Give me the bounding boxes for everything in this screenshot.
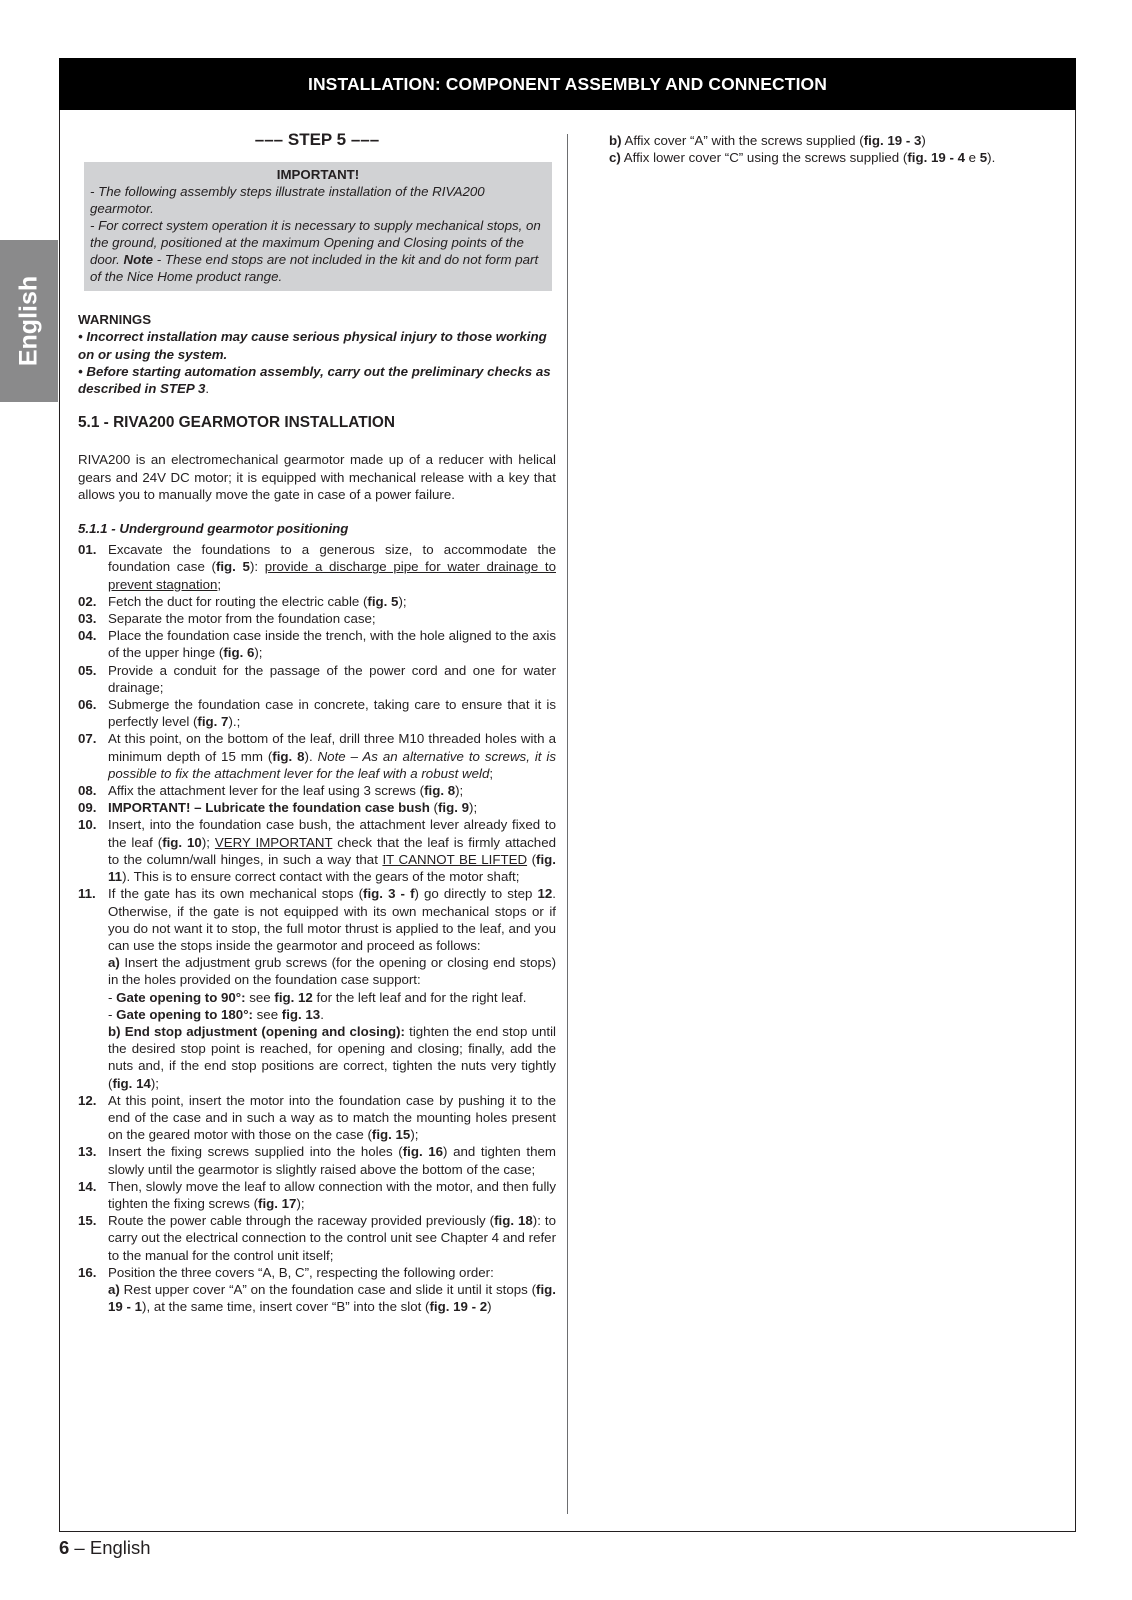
warnings-heading: WARNINGS — [78, 312, 152, 328]
page-header: INSTALLATION: COMPONENT ASSEMBLY AND CONNECTION — [59, 58, 1076, 110]
page-footer — [59, 1537, 151, 1559]
important-box — [84, 162, 552, 291]
step-text: Excavate the foundations to a generous size, to accommodate the foundation case (fig. 5): provide a discharge pipe for water drainage to prevent stagnation; — [108, 542, 556, 592]
step-title: ––– STEP 5 ––– — [254, 130, 380, 149]
step-number: 08. — [78, 783, 97, 799]
step-text: IMPORTANT! – Lubricate the foundation case bush (fig. 9); — [108, 800, 478, 816]
step-number: 15. — [78, 1213, 97, 1229]
important-text-2: - For correct system operation it is necessary to supply mechanical stops, on the ground, positioned at the maximum Opening and Closing points of the door. Note - These end stops are not included in the kit and do not form part of the Nice Home product range. — [90, 218, 541, 285]
right-column — [609, 132, 1064, 166]
step-item — [78, 885, 556, 1091]
step-item — [78, 1143, 556, 1177]
step-number: 01. — [78, 542, 97, 558]
step-item — [78, 1092, 556, 1144]
step-item — [78, 593, 556, 610]
step-item — [78, 782, 556, 799]
step-item — [78, 696, 556, 730]
step-number: 09. — [78, 800, 97, 816]
page-number: 6 — [59, 1537, 70, 1558]
step-item — [78, 1264, 556, 1316]
step-number: 03. — [78, 611, 97, 627]
step-item — [78, 662, 556, 696]
step-text: Insert the fixing screws supplied into the holes (fig. 16) and tighten them slowly until the gearmotor is slightly raised above the bottom of the case; — [108, 1144, 556, 1177]
language-tab-label: English — [14, 275, 43, 367]
right-column-line: c) Affix lower cover “C” using the screws supplied (fig. 19 - 4 e 5). — [609, 150, 996, 166]
step-number: 16. — [78, 1264, 97, 1280]
step-text: At this point, on the bottom of the leaf, drill three M10 threaded holes with a minimum depth of 15 mm (fig. 8). Note – As an alternative to screws, it is possible to fix the attachment lever for the leaf with a robust weld; — [108, 731, 556, 781]
step-text: Position the three covers “A, B, C”, respecting the following order: a) Rest upper cover “A” on the foundation case and slide it until it stops (fig. 19 - 1), at the same time, insert cover “B” into the slot (fig. 19 - 2) — [108, 1264, 556, 1315]
step-text: Route the power cable through the raceway provided previously (fig. 18): to carry out the electrical connection to the control unit see Chapter 4 and refer to the manual for the control unit itself; — [108, 1213, 556, 1263]
step-text: Fetch the duct for routing the electric cable (fig. 5); — [108, 593, 407, 609]
step-number: 11. — [78, 886, 96, 902]
step-number: 02. — [78, 593, 97, 609]
step-text: Submerge the foundation case in concrete, taking care to ensure that it is perfectly level (fig. 7).; — [108, 697, 556, 730]
step-item — [78, 816, 556, 885]
step-item — [78, 627, 556, 661]
section-title: 5.1 - RIVA200 GEARMOTOR INSTALLATION — [78, 414, 395, 432]
step-number: 13. — [78, 1144, 97, 1160]
section-intro: RIVA200 is an electromechanical gearmotor made up of a reducer with helical gears and 24V DC motor; it is equipped with mechanical release with a key that allows you to manually move the gate in case of a power failure. — [78, 452, 556, 502]
left-column — [78, 128, 556, 1315]
warning-2: • Before starting automation assembly, carry out the preliminary checks as described in STEP 3. — [78, 363, 551, 397]
step-item — [78, 799, 556, 816]
column-divider — [567, 134, 568, 1514]
step-text: If the gate has its own mechanical stops (fig. 3 - f) go directly to step 12. Otherwise, if the gate is not equipped with its own mechanical stops or if you do not want it to stop, the full motor thrust is applied to the leaf, and you can use the stops inside the gearmotor and proceed as follows: a) Insert the adjustment grub screws (for the opening or closing end stops) in the holes provided on the foundation case support: - Gate opening to 90°: see fig. 12 for the left leaf and for the right leaf. - Gate opening to 180°: see fig. 13. b) End stop adjustment (opening and closing): tighten the end stop until the desired stop point is reached, for opening and closing; finally, add the nuts and, if the end stop positions are correct, tighten the nuts very tightly (fig. 14); — [108, 886, 557, 1091]
step-number: 12. — [78, 1092, 97, 1108]
step-text: Provide a conduit for the passage of the power cord and one for water drainage; — [108, 662, 556, 695]
important-text-1: - The following assembly steps illustrate installation of the RIVA200 gearmotor. — [90, 184, 485, 217]
step-item — [78, 610, 556, 627]
step-text: Place the foundation case inside the trench, with the hole aligned to the axis of the upper hinge (fig. 6); — [108, 628, 556, 661]
step-text: Insert, into the foundation case bush, the attachment lever already fixed to the leaf (fig. 10); VERY IMPORTANT check that the leaf is firmly attached to the column/wall hinges, in such a way that IT CANNOT BE LIFTED (fig. 11). This is to ensure correct contact with the gears of the motor shaft; — [108, 817, 556, 885]
warnings-block — [78, 311, 556, 397]
step-text: Affix the attachment lever for the leaf using 3 screws (fig. 8); — [108, 783, 464, 799]
right-column-line: b) Affix cover “A” with the screws supplied (fig. 19 - 3) — [609, 133, 926, 148]
step-item — [78, 1178, 556, 1212]
step-text: Separate the motor from the foundation case; — [108, 611, 376, 627]
step-item — [78, 541, 556, 593]
step-text: Then, slowly move the leaf to allow connection with the motor, and then fully tighten the fixing screws (fig. 17); — [108, 1178, 556, 1211]
steps-list — [78, 541, 556, 1315]
step-item — [78, 730, 556, 782]
step-number: 10. — [78, 817, 97, 833]
step-number: 06. — [78, 697, 97, 713]
subsection-title: 5.1.1 - Underground gearmotor positioning — [78, 521, 349, 537]
footer-label: – English — [69, 1537, 151, 1558]
language-tab — [0, 240, 58, 402]
step-number: 14. — [78, 1178, 97, 1194]
step-text: At this point, insert the motor into the foundation case by pushing it to the end of the case and in such a way as to match the mounting holes present on the geared motor with those on the case (fig. 15); — [108, 1092, 556, 1143]
step-item — [78, 1212, 556, 1264]
warning-1: • Incorrect installation may cause serious physical injury to those working on or using the system. — [78, 329, 547, 362]
important-heading: IMPORTANT! — [276, 167, 360, 183]
step-number: 07. — [78, 731, 97, 747]
step-number: 04. — [78, 628, 97, 644]
step-number: 05. — [78, 662, 97, 678]
